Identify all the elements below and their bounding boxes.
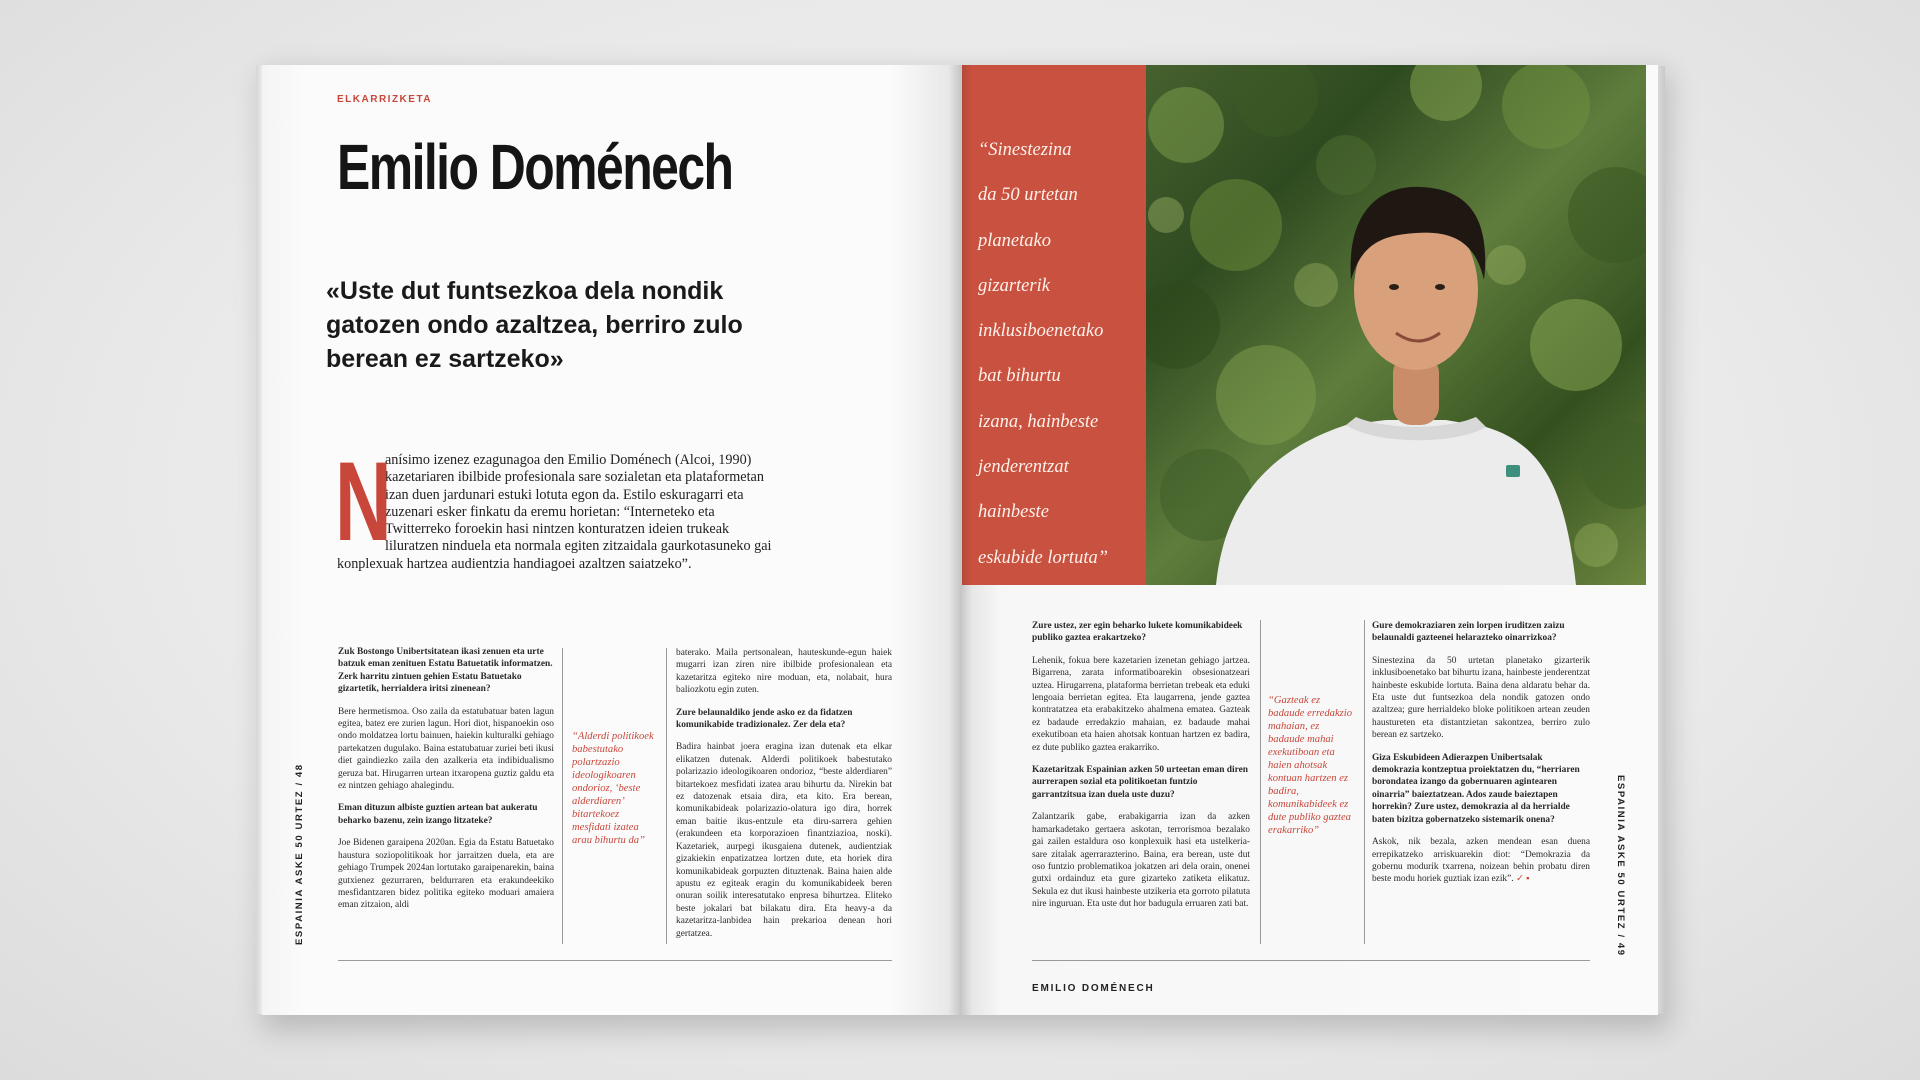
feature-quote-line: “Sinestezina xyxy=(978,140,1072,160)
answer xyxy=(1372,836,1590,886)
feature-quote-line: gizarterik xyxy=(978,275,1050,296)
answer: Zalantzarik gabe, erabakigarria izan da azken hamarkadetako gertaera askotan, terrorismoa bezalako gai zailen estaldura oso konplexuik hasi eta ustelkeria-sare zitalak agerrarazterino. Baina, era berean, uste dut oso funtzio problematikoa jokatzen ari dela orain, onenei gutxi ordainduz eta gure gizarteko zatiketa elikatuz. Sekula ez dut ikusi hainbeste utzikeria eta gorroto pilatuta nire inguruan. Eta uste dut hor badugula erruaren zati bat. xyxy=(1032,812,1250,910)
right-column-1 xyxy=(1032,620,1250,921)
answer: Lehenik, fokua bere kazetarien izenetan gehiago jartzea. Bigarrena, zarata informatiboarekin obsesionatzeari uztea. Hirugarrena, plataforma berrietan trebeak eta eduki lengoaia berrietan egitea. Eta laugarrena, jende gaztea kontratatzea eta erabakitzeko ahalmena ematea. Gazteak ez badaude erredakzio mahaian, ez badaude mahai exekutiboan eta haien ahotsak kontuan hartzen ez badira, ez dute publiko gaztea erakarriko. xyxy=(1032,655,1250,753)
feature-quote-line: izana, hainbeste xyxy=(978,411,1099,432)
feature-quote-line: jenderentzat xyxy=(978,457,1069,478)
spine-gutter xyxy=(948,65,972,1015)
pull-quote-left: “Alderdi politikoek babestutako polartzazio ideologikoaren ondorioz, ‘beste alderdiaren’ bitartekoez mesfidati izatea arau bihurtu da” xyxy=(572,731,654,846)
feature-quote-line: eskubide lortuta” xyxy=(978,547,1109,568)
question: Zure belaunaldiko jende asko ez da fidatzen komunikabide tradizionalez. Zer dela eta? xyxy=(676,707,853,731)
headline-quote: «Uste dut funtsezkoa dela nondik gatozen ondo azaltzea, berriro zulo berean ez sartzeko» xyxy=(326,277,743,373)
question: Giza Eskubideen Adierazpen Unibertsalak demokrazia kontzeptua proiektatzen du, “herriaren borondatea izango da gobernuaren agintearen oinarria” baieztatzean. Ados zaude baieztapen horrekin? Zure ustez, demokrazia al da herrialde baten bizitza gobernatzeko sistemarik onena? xyxy=(1372,752,1580,825)
right-column-2 xyxy=(1372,620,1590,896)
portrait-photo xyxy=(1146,65,1646,585)
question: Zure ustez, zer egin beharko lukete komunikabideek publiko gaztea erakartzeko? xyxy=(1032,621,1243,644)
footer-name: EMILIO DOMÉNECH xyxy=(1032,983,1155,994)
pull-quote-right: “Gazteak ez badaude erredakzio mahaian, ez badaude mahai exekutiboan eta haien ahotsak kontuan hartzen ez badira, komunikabideek ez dute publiko gaztea erakarriko” xyxy=(1268,695,1353,836)
section-label: ELKARRIZKETA xyxy=(337,94,433,105)
answer: Bere hermetismoa. Oso zaila da estatubatuar baten lagun egitea, batez ere zurien lagun. Hori diot, hispanoekin oso ondo moldatzea lortu bainuen, haiekin kulturalki gehiago partekatzen dugulako. Baina estatubatuar zuriei beti ikusi diet gaindiezko zaila den azalkeria eta indibidualismo geruza bat. Hirugarren urtean itxaropena guztiz galdu eta ez nintzen gehiago ahalegindu. xyxy=(338,706,554,792)
portrait-illustration xyxy=(1146,65,1646,585)
column-divider xyxy=(562,648,563,944)
bottom-rule-left xyxy=(338,960,892,961)
question: Eman dituzun albiste guztien artean bat aukeratu beharko bazenu, zein izango litzateke? xyxy=(338,803,538,826)
drop-cap: N xyxy=(335,439,392,564)
answer-continued: baterako. Maila pertsonalean, hauteskunde-egun haiek mugarri izan ziren nire ibilbide profesionalean eta kazetaritza egiteko nire moduan, eta, nolabait, hura baliozkotu egin zuten. xyxy=(676,648,892,696)
question: Gure demokraziaren zein lorpen iruditzen zaizu belaunaldi gazteenei helarazteko oinarrizkoa? xyxy=(1372,621,1565,644)
left-column-2 xyxy=(676,647,892,950)
intro-text: anísimo izenez ezagunagoa den Emilio Doménech (Alcoi, 1990) kazetariaren ibilbide profesionala sare sozialetan eta plataformetan izan duen jardunari estuki lotuta egon da. Estilo eskuragarri eta zuzenari esker finkatu da eremu horietan: “Interneteko eta Twitterreko foroekin hasi nintzen konturatzen ideien trukeak liluratzen ninduela eta normala egiten zitzaidala gaurkotasuneko gai konplexuak hartzea audientzia handiagoei azaltzen saiatzeko”. xyxy=(337,452,772,572)
feature-quote-line: bat bihurtu xyxy=(978,366,1061,387)
feature-quote-line: hainbeste xyxy=(978,502,1049,523)
interviewee-name: Emilio Doménech xyxy=(337,131,733,203)
column-divider xyxy=(666,648,667,944)
running-head-left: ESPAINIA ASKE 50 URTEZ / 48 xyxy=(294,763,305,945)
bottom-rule-right xyxy=(1032,960,1590,961)
answer-text: Askok, nik bezala, azken mendean esan duena errepikatzeko arriskuarekin diot: “Demokrazia da gobernu modurik txarrena, noizean behin probatu diren beste modu horiek guztiak izan ezik”. xyxy=(1372,837,1590,885)
column-divider xyxy=(1260,620,1261,944)
column-divider xyxy=(1364,620,1365,944)
left-column-1 xyxy=(338,646,554,922)
feature-quote-line: inklusiboenetako xyxy=(978,321,1104,342)
end-mark: ✓ ▪ xyxy=(1515,874,1530,885)
feature-quote xyxy=(978,128,1146,581)
running-head-right: ESPAINIA ASKE 50 URTEZ / 49 xyxy=(1615,775,1626,957)
answer: Sinestezina da 50 urtetan planetako gizarterik inklusiboenetako bat bihurtu izana, hainbeste jenderentzat hainbeste eskubide lortuta. Baina dena aldaratu behar da. Eta uste dut funtsezkoa dela nondik gatozen ondo azaltzea; gure herrialdeko bloke politikoen artean zeuden haustureten eta distantzietan sakontzea, berriro zulo berean ez sartzeko. xyxy=(1372,655,1590,741)
answer: Joe Bidenen garaipena 2020an. Egia da Estatu Batuetako haustura soziopolitikoak hor jarraitzen duela, eta are gehiago Trumpek 2024an lortutako garaipenarekin, baina gutxienez gezurraren, beldurraren eta erakundeekiko mesfidantzaren bidez politika egiteko moduari amaiera eman zitzaion, aldi xyxy=(338,838,554,911)
feature-quote-line: planetako xyxy=(978,230,1051,251)
answer: Badira hainbat joera eragina izan dutenak eta elkar elikatzen dutenak. Alderdi politikoek babestutako polarizazio ideologikoaren ondorioz, “beste alderdiaren” bitartekoez mesfidati izatea arau bihurtu da. Nirekin bat ez datozenak etsaia dira, eta kito. Era berean, komunikabideak polarizazio-olatura igo dira, horrek eman baitie ikus-entzule eta diru-sarrera gehien (erakundeen eta korporazioen finantziazioa, noski). Kazetariek, aurpegi ikusgaiena dutenek, audientziak gizakiekin enpatizatzea lortzen dute, eta horiek dira komunikabideak gorpuzten dituztenak. Baina haien alde apustu ez egiteak eragin du komunikabideek beren onuran soilik interesatutako enpresa bihurtzea. Eliteko beste jokalari bat bilakatu dira. Eta heavy-a da kazetaritza-lanbidea hain prekarioa denean hori gertatzea. xyxy=(676,742,892,939)
intro-paragraph xyxy=(335,439,783,573)
question: Kazetaritzak Espainian azken 50 urteetan eman diren aurrerapen sozial eta politikoetan funtzio garrantzitsua izan duela uste duzu? xyxy=(1032,765,1248,800)
question: Zuk Bostongo Unibertsitatean ikasi zenuen eta urte batzuk eman zenituen Estatu Batuetatik informatzen. Zerk harritu zintuen gehien Estatu Batuetako gizartetik, herrialdera iritsi zinenean? xyxy=(338,647,553,695)
feature-quote-line: da 50 urtetan xyxy=(978,185,1078,206)
